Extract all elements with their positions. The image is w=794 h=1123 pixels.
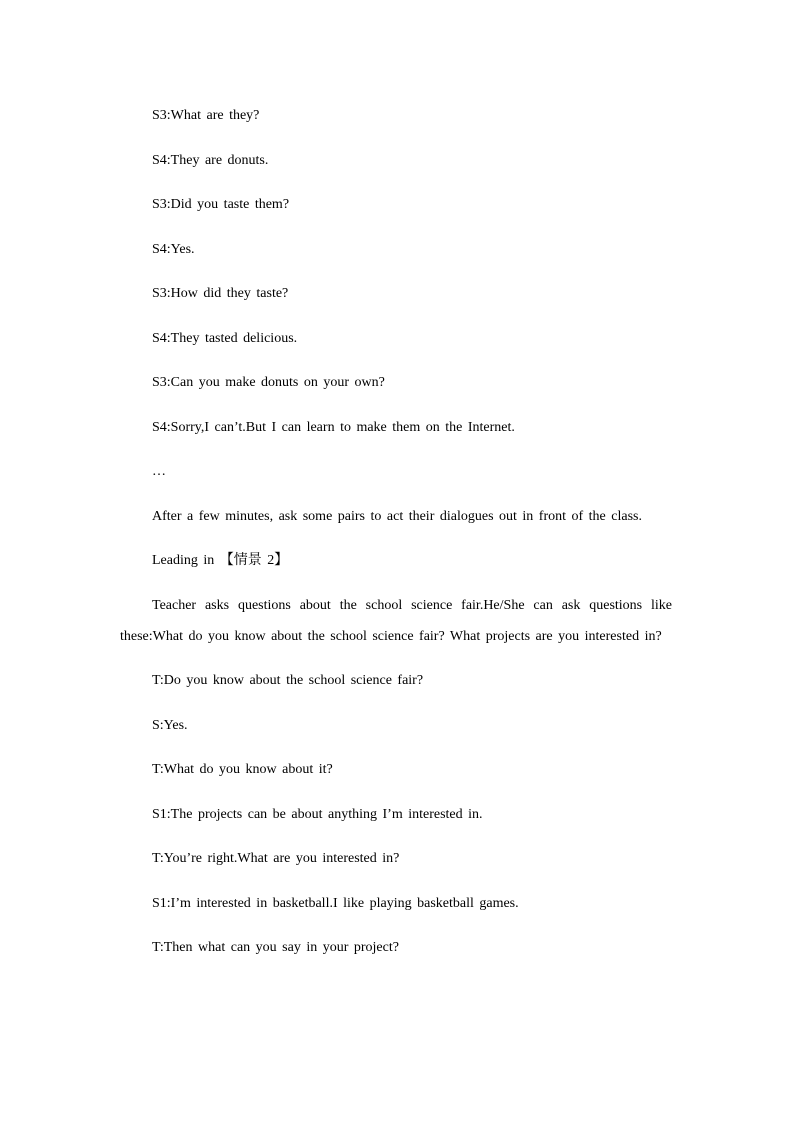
dialogue-line: S4:Sorry,I can’t.But I can learn to make them on the Internet. bbox=[152, 419, 515, 435]
dialogue-line: T:What do you know about it? bbox=[152, 762, 333, 777]
dialogue-line: S4:They are donuts. bbox=[152, 152, 269, 168]
document-body bbox=[120, 100, 672, 977]
dialogue-line: T:Then what can you say in your project? bbox=[152, 940, 399, 955]
dialogue-line: S4:Yes. bbox=[152, 241, 195, 257]
dialogue-line: S1:The projects can be about anything I’m interested in. bbox=[152, 806, 483, 822]
dialogue-line: S3:Can you make donuts on your own? bbox=[152, 375, 385, 390]
dialogue-line: S3:What are they? bbox=[152, 108, 260, 123]
dialogue-line: S4:They tasted delicious. bbox=[152, 330, 298, 346]
dialogue-line: T:You’re right.What are you interested in? bbox=[152, 851, 400, 866]
dialogue-line: T:Do you know about the school science fair? bbox=[152, 673, 424, 688]
dialogue-line: S1:I’m interested in basketball.I like playing basketball games. bbox=[152, 895, 519, 911]
section-heading: Leading in 【情景 2】 bbox=[152, 553, 289, 568]
instruction-paragraph: After a few minutes, ask some pairs to act their dialogues out in front of the class. bbox=[152, 508, 642, 524]
dialogue-line: S3:Did you taste them? bbox=[152, 197, 290, 212]
ellipsis-line: … bbox=[152, 464, 166, 479]
instruction-paragraph: Teacher asks questions about the school science fair.He/She can ask questions like these:What do you know about the school science fair? What projects are you interested in? bbox=[120, 597, 672, 644]
dialogue-line: S3:How did they taste? bbox=[152, 286, 289, 301]
dialogue-line: S:Yes. bbox=[152, 717, 188, 733]
